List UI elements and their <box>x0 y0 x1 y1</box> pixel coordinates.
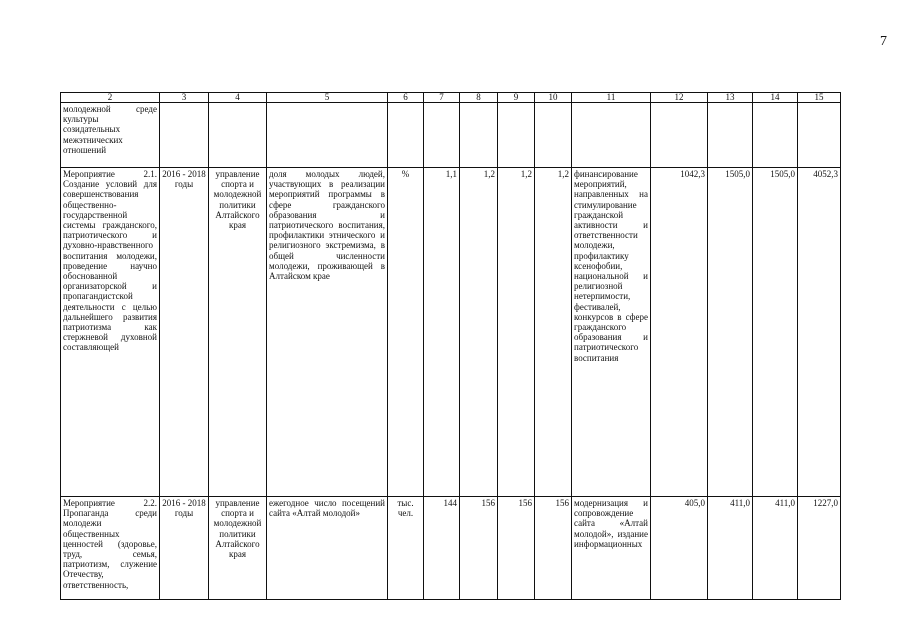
table-cell: тыс. чел. <box>388 497 424 600</box>
table-cell <box>535 103 572 168</box>
page-number: 7 <box>880 34 887 49</box>
table-cell <box>424 103 460 168</box>
header-cell: 10 <box>535 93 572 103</box>
table-cell: 1042,3 <box>651 168 708 497</box>
table-cell <box>209 103 267 168</box>
table-cell <box>572 103 651 168</box>
table-cell: 156 <box>498 497 535 600</box>
header-cell: 7 <box>424 93 460 103</box>
budget-table <box>60 92 841 600</box>
header-cell: 12 <box>651 93 708 103</box>
table-cell: Мероприятие 2.1. Создание условий для совершенствования общественно-государственной системы гражданского, патриотического и духовно-нравственного воспитания молодежи, проведение научно обоснованной организаторской и пропагандистской деятельности с целью дальнейшего развития патриотизма как стержневой духовной составляющей <box>61 168 160 497</box>
table-cell <box>498 103 535 168</box>
table-cell: 405,0 <box>651 497 708 600</box>
table-cell: управление спорта и молодежной политики Алтайского края <box>209 497 267 600</box>
table-cell: 144 <box>424 497 460 600</box>
table-cell: 1505,0 <box>753 168 798 497</box>
table-cell <box>388 103 424 168</box>
table-cell: модернизация и сопровождение сайта «Алтай молодой», издание информационных <box>572 497 651 600</box>
table-cell <box>708 103 753 168</box>
header-cell: 6 <box>388 93 424 103</box>
table-cell: 1,2 <box>498 168 535 497</box>
header-cell: 5 <box>267 93 388 103</box>
table-cell: 156 <box>535 497 572 600</box>
table-row <box>61 168 841 497</box>
table-cell: 2016 - 2018 годы <box>160 497 209 600</box>
table-cell <box>160 103 209 168</box>
header-cell: 9 <box>498 93 535 103</box>
table-cell <box>267 103 388 168</box>
table-cell: 156 <box>460 497 498 600</box>
table-cell <box>460 103 498 168</box>
table-cell: ежегодное число посещений сайта «Алтай молодой» <box>267 497 388 600</box>
header-cell: 2 <box>61 93 160 103</box>
table-cell: 411,0 <box>708 497 753 600</box>
header-cell: 3 <box>160 93 209 103</box>
table-cell: молодежной среде культуры созидательных межэтнических отношений <box>61 103 160 168</box>
header-cell: 11 <box>572 93 651 103</box>
table-cell <box>651 103 708 168</box>
header-cell: 14 <box>753 93 798 103</box>
table-cell: 1,2 <box>535 168 572 497</box>
table-row <box>61 103 841 168</box>
table-cell: Мероприятие 2.2. Пропаганда среди молодежи общественных ценностей (здоровье, труд, семья, патриотизм, служение Отечеству, ответственность, <box>61 497 160 600</box>
table-cell <box>753 103 798 168</box>
table-cell: % <box>388 168 424 497</box>
header-cell: 15 <box>798 93 841 103</box>
table-cell: 2016 - 2018 годы <box>160 168 209 497</box>
header-cell: 4 <box>209 93 267 103</box>
table-cell: управление спорта и молодежной политики Алтайского края <box>209 168 267 497</box>
table-cell <box>798 103 841 168</box>
table-cell: 1,2 <box>460 168 498 497</box>
table-cell: 411,0 <box>753 497 798 600</box>
table-cell: финансирование мероприятий, направленных на стимулирование гражданской активности и ответственности молодежи, профилактику ксенофобии, национальной и религиозной нетерпимости, фестивалей, конкурсов в сфере гражданского образования и патриотического воспитания <box>572 168 651 497</box>
table-cell: 1,1 <box>424 168 460 497</box>
table-cell: 4052,3 <box>798 168 841 497</box>
table-cell: доля молодых людей, участвующих в реализации мероприятий программы в сфере гражданского образования и патриотического воспитания, профилактики этнического и религиозного экстремизма, в общей численности молодежи, проживающей в Алтайском крае <box>267 168 388 497</box>
table-cell: 1505,0 <box>708 168 753 497</box>
header-cell: 13 <box>708 93 753 103</box>
header-row <box>61 93 841 103</box>
table-row <box>61 497 841 600</box>
header-cell: 8 <box>460 93 498 103</box>
table-cell: 1227,0 <box>798 497 841 600</box>
